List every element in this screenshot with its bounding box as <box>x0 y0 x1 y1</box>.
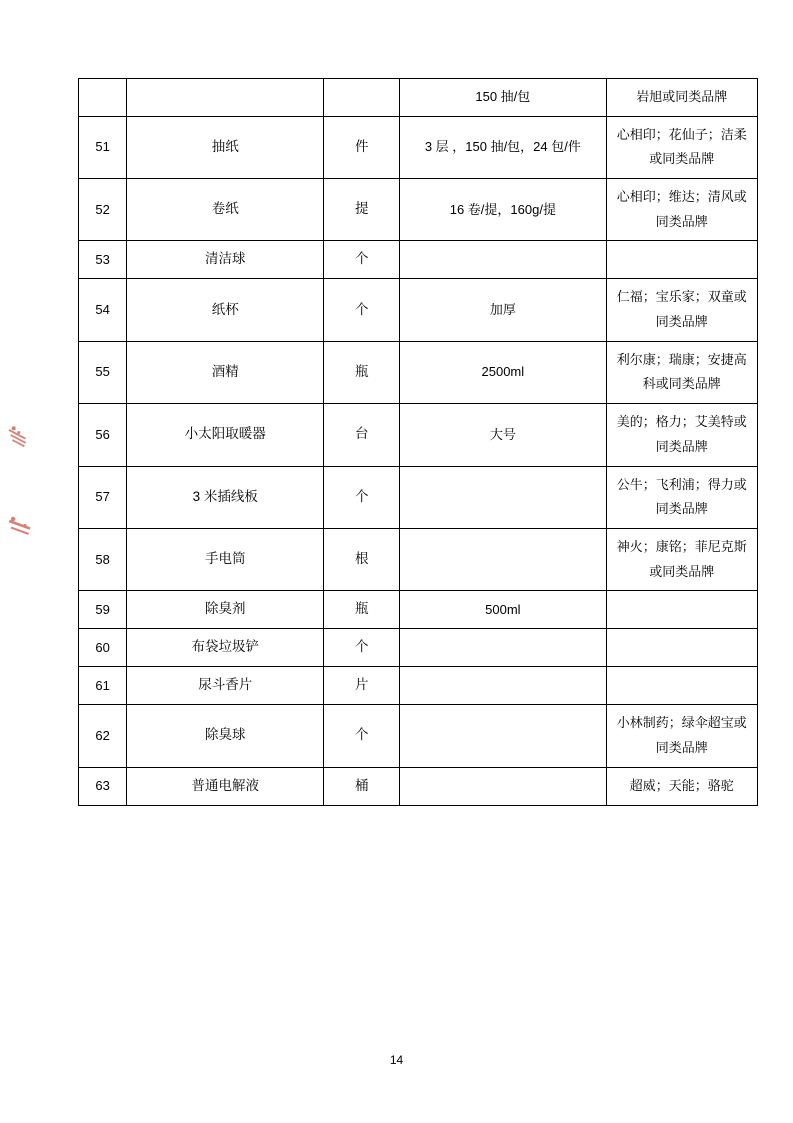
cell-no: 53 <box>79 241 127 279</box>
cell-unit: 片 <box>324 667 400 705</box>
cell-name: 除臭球 <box>127 705 324 767</box>
table-row <box>79 179 758 241</box>
red-seal-fragment-lower <box>8 512 42 548</box>
cell-spec: 3 层 ，150 抽/包，24 包/件 <box>400 116 606 178</box>
cell-unit: 瓶 <box>324 591 400 629</box>
cell-no: 57 <box>79 466 127 528</box>
cell-no: 63 <box>79 767 127 805</box>
table-row <box>79 528 758 590</box>
cell-no <box>79 79 127 117</box>
supplies-table <box>78 78 758 806</box>
cell-no: 54 <box>79 279 127 341</box>
cell-unit: 根 <box>324 528 400 590</box>
table-row <box>79 466 758 528</box>
cell-spec <box>400 466 606 528</box>
cell-unit: 个 <box>324 705 400 767</box>
table-row <box>79 767 758 805</box>
cell-brand <box>606 629 757 667</box>
cell-brand: 神火；康铭；菲尼克斯或同类品牌 <box>606 528 757 590</box>
cell-name: 手电筒 <box>127 528 324 590</box>
cell-no: 59 <box>79 591 127 629</box>
cell-name: 小太阳取暖器 <box>127 404 324 466</box>
table-row <box>79 667 758 705</box>
cell-unit: 个 <box>324 241 400 279</box>
cell-no: 56 <box>79 404 127 466</box>
cell-name: 3 米插线板 <box>127 466 324 528</box>
cell-unit: 桶 <box>324 767 400 805</box>
cell-name: 酒精 <box>127 341 324 403</box>
cell-brand: 美的；格力；艾美特或同类品牌 <box>606 404 757 466</box>
cell-brand: 岩旭或同类品牌 <box>606 79 757 117</box>
cell-no: 61 <box>79 667 127 705</box>
table-row <box>79 591 758 629</box>
cell-name: 清洁球 <box>127 241 324 279</box>
cell-name: 布袋垃圾铲 <box>127 629 324 667</box>
cell-name <box>127 79 324 117</box>
cell-unit: 台 <box>324 404 400 466</box>
cell-brand <box>606 241 757 279</box>
table-row <box>79 79 758 117</box>
supplies-table-body <box>79 79 758 806</box>
cell-spec: 大号 <box>400 404 606 466</box>
page-number: 14 <box>389 1053 404 1067</box>
cell-no: 52 <box>79 179 127 241</box>
table-row <box>79 705 758 767</box>
cell-name: 卷纸 <box>127 179 324 241</box>
cell-unit: 瓶 <box>324 341 400 403</box>
cell-no: 62 <box>79 705 127 767</box>
cell-unit: 件 <box>324 116 400 178</box>
cell-no: 55 <box>79 341 127 403</box>
cell-brand: 心相印；维达；清风或同类品牌 <box>606 179 757 241</box>
cell-brand: 超威；天能；骆驼 <box>606 767 757 805</box>
cell-unit: 个 <box>324 629 400 667</box>
table-row <box>79 341 758 403</box>
table-row <box>79 404 758 466</box>
cell-spec: 加厚 <box>400 279 606 341</box>
cell-unit <box>324 79 400 117</box>
cell-brand: 利尔康；瑞康；安捷高科或同类品牌 <box>606 341 757 403</box>
cell-spec: 150 抽/包 <box>400 79 606 117</box>
cell-unit: 提 <box>324 179 400 241</box>
table-row <box>79 241 758 279</box>
cell-no: 51 <box>79 116 127 178</box>
table-row <box>79 116 758 178</box>
cell-spec <box>400 241 606 279</box>
red-seal-fragment-upper <box>6 424 40 458</box>
cell-brand: 心相印；花仙子；洁柔或同类品牌 <box>606 116 757 178</box>
cell-brand: 公牛；飞利浦；得力或同类品牌 <box>606 466 757 528</box>
cell-name: 普通电解液 <box>127 767 324 805</box>
cell-brand <box>606 667 757 705</box>
cell-no: 60 <box>79 629 127 667</box>
cell-name: 纸杯 <box>127 279 324 341</box>
cell-spec: 2500ml <box>400 341 606 403</box>
cell-brand <box>606 591 757 629</box>
cell-unit: 个 <box>324 466 400 528</box>
cell-name: 除臭剂 <box>127 591 324 629</box>
cell-spec <box>400 629 606 667</box>
table-row <box>79 279 758 341</box>
cell-brand: 仁福；宝乐家；双童或同类品牌 <box>606 279 757 341</box>
cell-spec: 16 卷/提，160g/提 <box>400 179 606 241</box>
table-row <box>79 629 758 667</box>
cell-spec <box>400 767 606 805</box>
cell-unit: 个 <box>324 279 400 341</box>
cell-brand: 小林制药；绿伞超宝或同类品牌 <box>606 705 757 767</box>
cell-name: 尿斗香片 <box>127 667 324 705</box>
cell-spec: 500ml <box>400 591 606 629</box>
cell-spec <box>400 667 606 705</box>
cell-name: 抽纸 <box>127 116 324 178</box>
cell-no: 58 <box>79 528 127 590</box>
cell-spec <box>400 705 606 767</box>
cell-spec <box>400 528 606 590</box>
